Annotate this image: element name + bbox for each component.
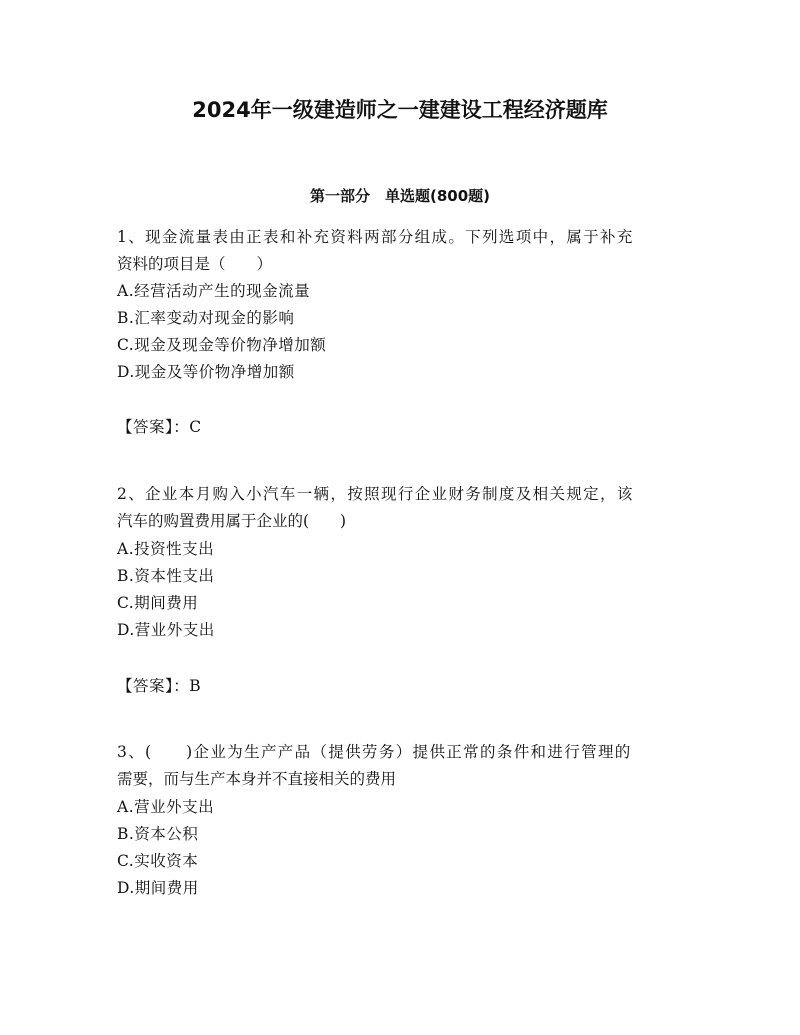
question-3-option-c: C.实收资本	[117, 852, 199, 870]
question-1-option-c: C.现金及现金等价物净增加额	[117, 336, 327, 354]
document-title: 2024年一级建造师之一建建设工程经济题库	[192, 98, 608, 122]
question-2-option-a: A.投资性支出	[117, 540, 215, 558]
question-2-answer: 【答案】：B	[117, 677, 202, 695]
question-3-option-d: D.期间费用	[117, 879, 199, 897]
question-3-option-b: B.资本公积	[117, 825, 199, 843]
section-heading: 第一部分 单选题(800题)	[309, 187, 491, 205]
question-1-option-a: A.经营活动产生的现金流量	[117, 282, 311, 300]
question-2-text-line-2: 汽车的购置费用属于企业的( )	[117, 512, 347, 530]
question-1-answer: 【答案】：C	[117, 418, 202, 436]
question-1-text-line-1: 1、现金流量表由正表和补充资料两部分组成。下列选项中，属于补充	[117, 228, 634, 246]
question-3-text-line-1: 3、( )企业为生产产品（提供劳务）提供正常的条件和进行管理的	[117, 743, 632, 761]
question-3-option-a: A.营业外支出	[117, 798, 215, 816]
question-1-text-line-2: 资料的项目是（ ）	[117, 255, 273, 273]
question-2-text-line-1: 2、企业本月购入小汽车一辆，按照现行企业财务制度及相关规定，该	[117, 485, 634, 503]
question-1-option-d: D.现金及等价物净增加额	[117, 363, 295, 381]
question-1-option-b: B.汇率变动对现金的影响	[117, 309, 295, 327]
question-2-option-c: C.期间费用	[117, 594, 199, 612]
question-2-option-b: B.资本性支出	[117, 567, 215, 585]
question-3-text-line-2: 需要，而与生产本身并不直接相关的费用	[117, 770, 397, 788]
question-2-option-d: D.营业外支出	[117, 621, 215, 639]
